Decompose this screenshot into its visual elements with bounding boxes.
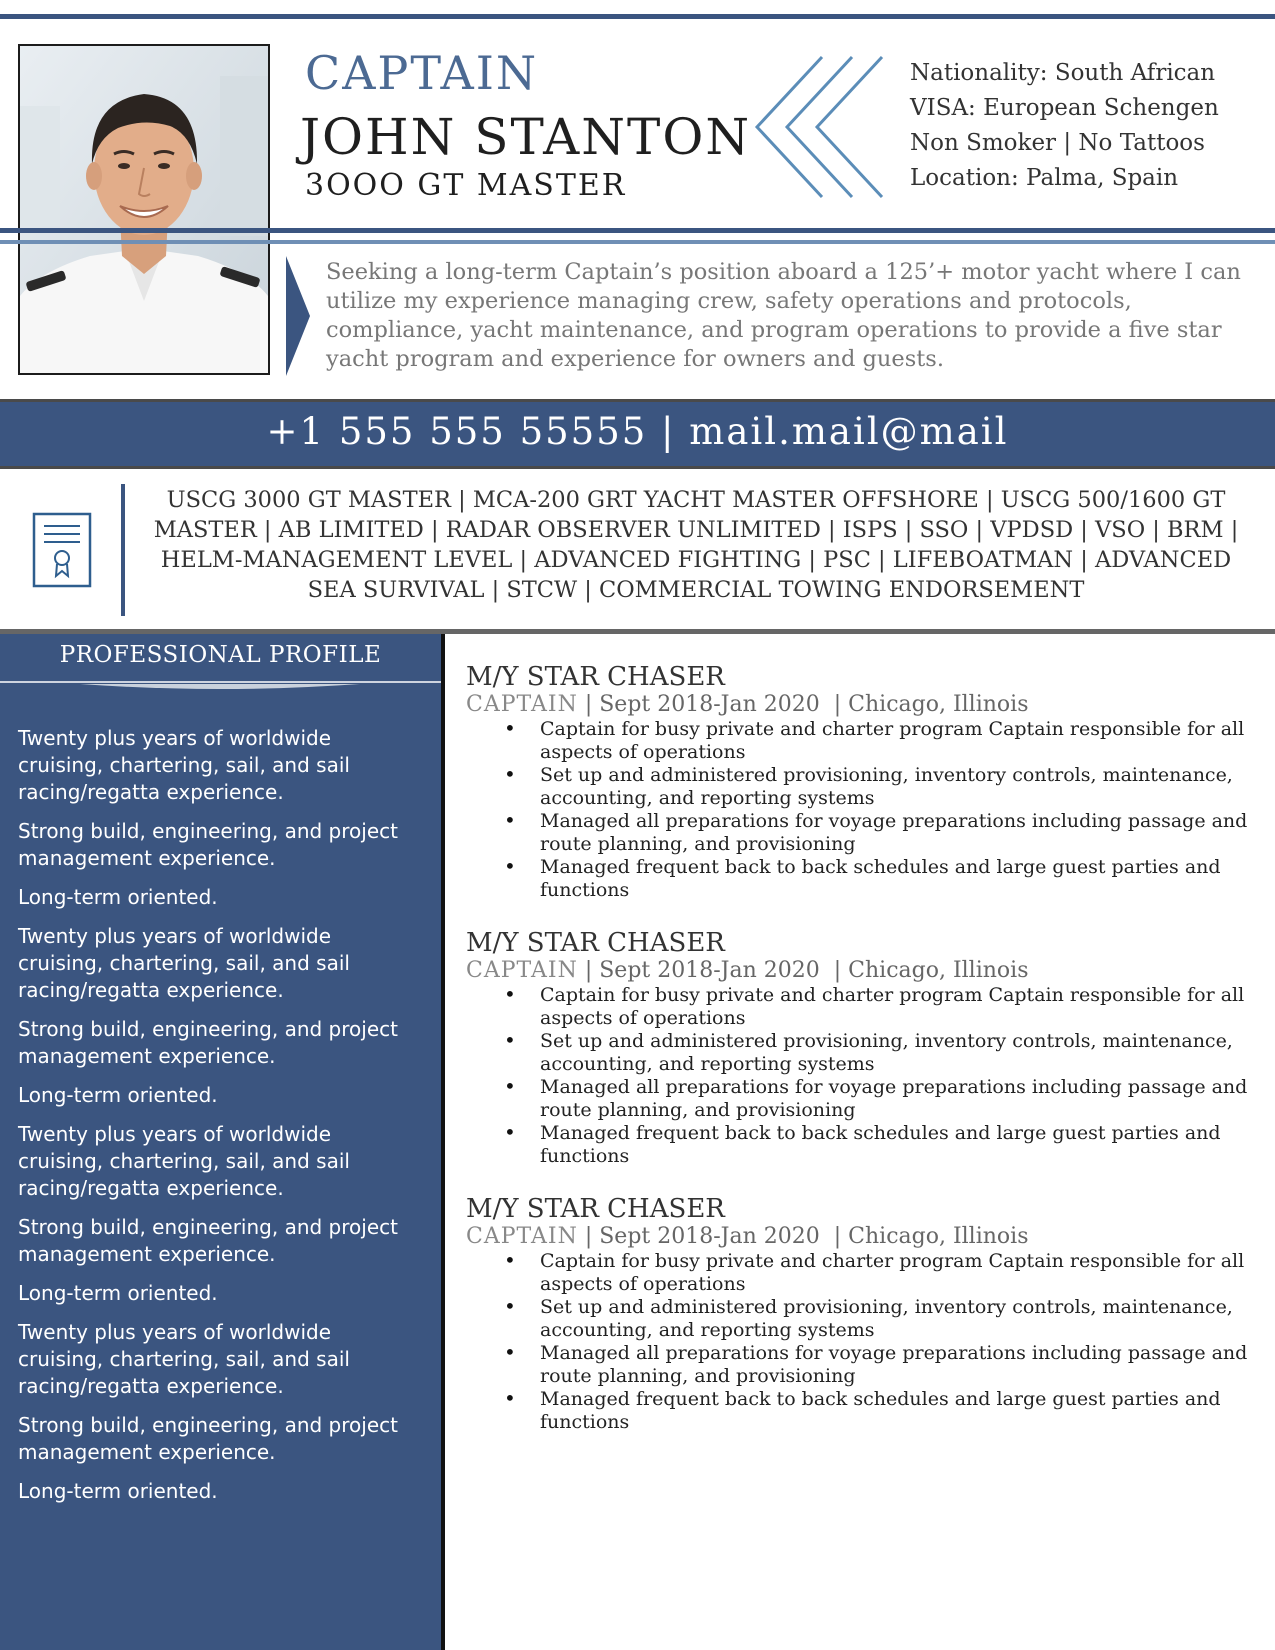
duty-item: • Managed frequent back to back schedules and large guest parties and functions (540, 1388, 1256, 1434)
detail-visa: VISA: European Schengen (910, 95, 1219, 121)
job-title: CAPTAIN (466, 958, 578, 983)
experience-section (466, 662, 1256, 1460)
profile-item: Long-term oriented. (18, 1083, 218, 1107)
profile-item: Twenty plus years of worldwide cruising, chartering, sail, and sail racing/regatta experience. (18, 726, 350, 804)
certifications-list: USCG 3000 GT MASTER | MCA-200 GRT YACHT MASTER OFFSHORE | USCG 500/1600 GT MASTER | AB LIMITED | RADAR OBSERVER UNLIMITED | ISPS | SSO | VPDSD | VSO | BRM | HELM-MANAGEMENT LEVEL | ADVANCED FIGHTING | PSC | LIFEBOATMAN | ADVANCED SEA SURVIVAL | STCW | COMMERCIAL TOWING ENDORSEMENT (153, 487, 1239, 603)
job-title: CAPTAIN (466, 1224, 578, 1249)
job-dates: Sept 2018-Jan 2020 (599, 1224, 820, 1249)
portrait-illustration (20, 46, 268, 373)
profile-item: Long-term oriented. (18, 885, 218, 909)
job-vessel: M/Y STAR CHASER (466, 662, 725, 692)
job-entry (466, 928, 1256, 1168)
top-rule (0, 14, 1275, 19)
duty-item: • Set up and administered provisioning, inventory controls, maintenance, accounting, and reporting systems (540, 1030, 1256, 1076)
job-entry (466, 1194, 1256, 1434)
certificate-icon (32, 512, 92, 588)
duty-item: • Captain for busy private and charter program Captain responsible for all aspects of operations (540, 984, 1256, 1030)
summary-arrow-icon (286, 256, 310, 376)
duty-item: • Managed all preparations for voyage preparations including passage and route planning, and provisioning (540, 1342, 1256, 1388)
profile-heading: PROFESSIONAL PROFILE (59, 642, 382, 668)
job-vessel: M/Y STAR CHASER (466, 1194, 725, 1224)
job-location: Chicago, Illinois (848, 1224, 1029, 1249)
profile-list (18, 725, 418, 1517)
job-meta: CAPTAIN | Sept 2018-Jan 2020 | Chicago, Illinois (466, 692, 1029, 717)
job-vessel: M/Y STAR CHASER (466, 928, 725, 958)
certifications-bar (121, 484, 125, 616)
detail-location: Location: Palma, Spain (910, 165, 1179, 191)
duty-item: • Managed frequent back to back schedules and large guest parties and functions (540, 856, 1256, 902)
duty-item: • Managed all preparations for voyage preparations including passage and route planning, and provisioning (540, 1076, 1256, 1122)
job-entry (466, 662, 1256, 902)
profile-item: Strong build, engineering, and project management experience. (18, 819, 398, 870)
duty-item: • Managed all preparations for voyage preparations including passage and route planning, and provisioning (540, 810, 1256, 856)
duty-item: • Captain for busy private and charter program Captain responsible for all aspects of operations (540, 1250, 1256, 1296)
job-duties (466, 1250, 1256, 1434)
job-title: CAPTAIN (466, 692, 578, 717)
profile-item: Long-term oriented. (18, 1479, 218, 1503)
job-dates: Sept 2018-Jan 2020 (599, 958, 820, 983)
profile-item: Strong build, engineering, and project management experience. (18, 1413, 398, 1464)
job-duties (466, 984, 1256, 1168)
job-location: Chicago, Illinois (848, 958, 1029, 983)
header-rule (0, 228, 1275, 233)
detail-nationality: Nationality: South African (910, 60, 1216, 86)
license-title: 3OOO GT MASTER (305, 168, 627, 203)
profile-item: Strong build, engineering, and project management experience. (18, 1215, 398, 1266)
candidate-name: JOHN STANTON (300, 108, 752, 166)
personal-details (910, 56, 1219, 196)
portrait-photo (18, 44, 270, 375)
profile-item: Strong build, engineering, and project management experience. (18, 1017, 398, 1068)
profile-item: Twenty plus years of worldwide cruising, chartering, sail, and sail racing/regatta experience. (18, 1320, 350, 1398)
job-location: Chicago, Illinois (848, 692, 1029, 717)
contact-info: +1 555 555 55555 | mail.mail@mail (266, 410, 1009, 453)
duty-item: • Set up and administered provisioning, inventory controls, maintenance, accounting, and reporting systems (540, 764, 1256, 810)
column-divider (441, 634, 445, 1650)
job-dates: Sept 2018-Jan 2020 (599, 692, 820, 717)
header-rule-light (0, 240, 1275, 244)
job-meta: CAPTAIN | Sept 2018-Jan 2020 | Chicago, Illinois (466, 1224, 1029, 1249)
career-objective: Seeking a long-term Captain’s position aboard a 125’+ motor yacht where I can utilize my experience managing crew, safety operations and protocols, compliance, yacht maintenance, and program operations to provide a five star yacht program and experience for owners and guests. (326, 259, 1241, 372)
profile-item: Twenty plus years of worldwide cruising, chartering, sail, and sail racing/regatta experience. (18, 1122, 350, 1200)
profile-heading-underline (0, 680, 441, 696)
profile-item: Twenty plus years of worldwide cruising, chartering, sail, and sail racing/regatta experience. (18, 924, 350, 1002)
duty-item: • Set up and administered provisioning, inventory controls, maintenance, accounting, and reporting systems (540, 1296, 1256, 1342)
duty-item: • Captain for busy private and charter program Captain responsible for all aspects of operations (540, 718, 1256, 764)
profile-item: Long-term oriented. (18, 1281, 218, 1305)
job-duties (466, 718, 1256, 902)
job-meta: CAPTAIN | Sept 2018-Jan 2020 | Chicago, Illinois (466, 958, 1029, 983)
rank-title: CAPTAIN (305, 46, 539, 100)
detail-smoker-tattoos: Non Smoker | No Tattoos (910, 130, 1205, 156)
duty-item: • Managed frequent back to back schedules and large guest parties and functions (540, 1122, 1256, 1168)
chevron-decoration-icon (752, 52, 892, 202)
